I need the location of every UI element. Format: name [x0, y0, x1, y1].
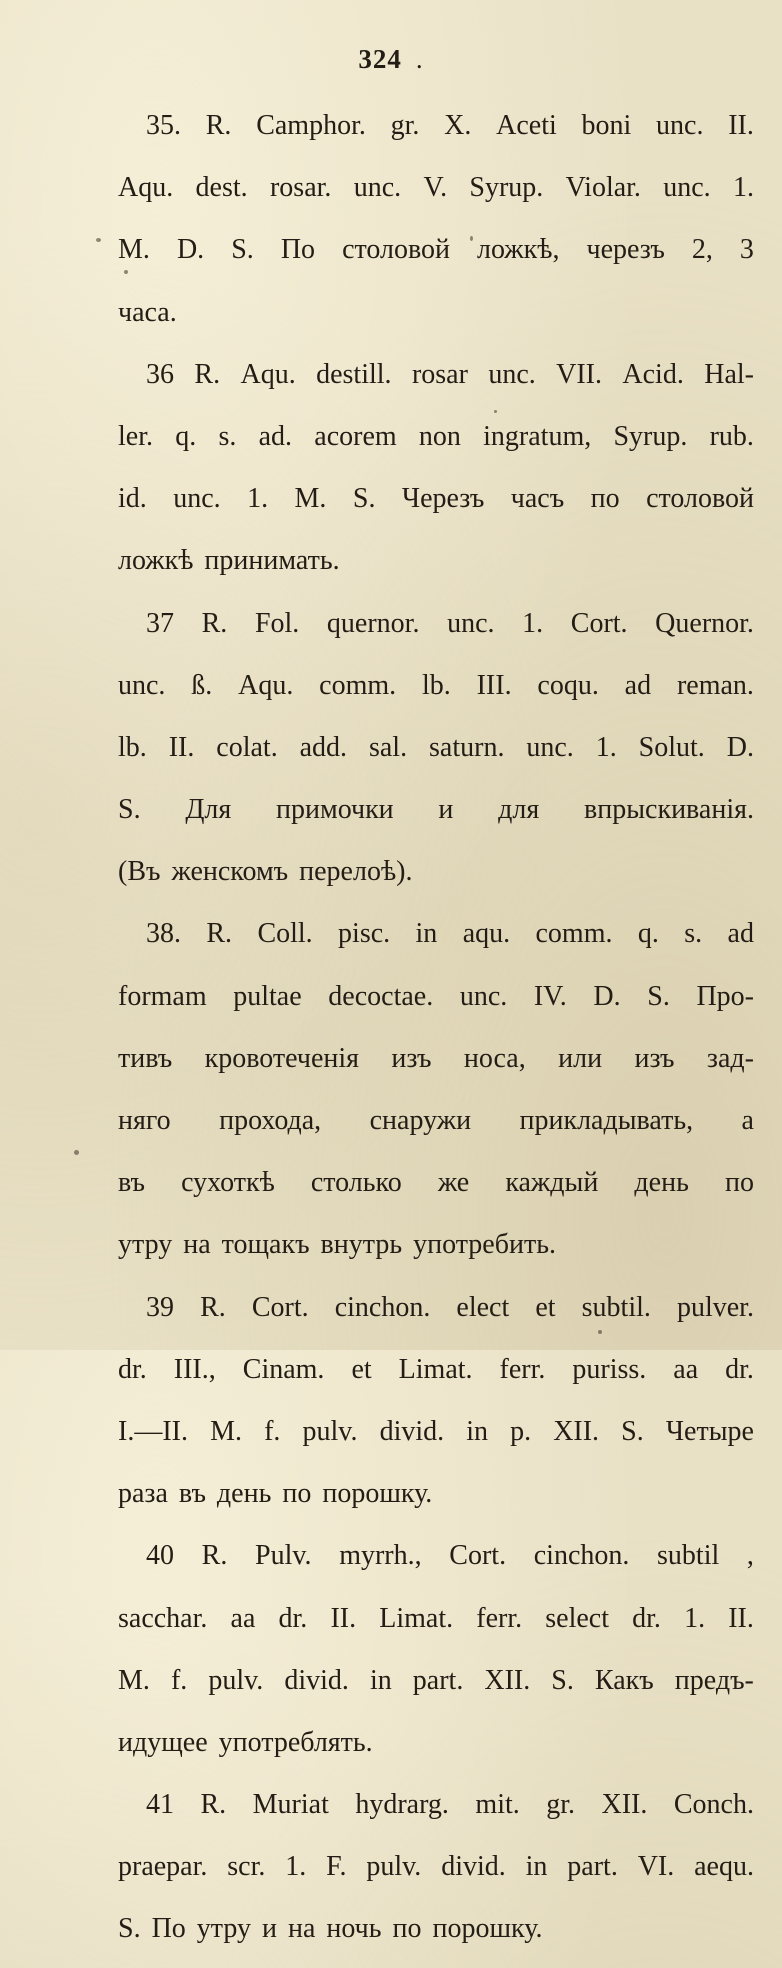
text-line-content: ложкѣ принимать. — [118, 545, 340, 577]
word: cinchon. — [334, 1291, 431, 1323]
word: unc. — [118, 669, 166, 701]
text-line — [146, 351, 754, 413]
word: part. — [567, 1851, 618, 1883]
word: pulv. — [302, 1415, 358, 1447]
word: R. — [201, 607, 228, 639]
word: 3 — [739, 234, 754, 266]
word: Для — [185, 794, 232, 826]
word: unc. — [526, 731, 574, 763]
page-number — [0, 44, 782, 75]
word: divid. — [441, 1851, 506, 1883]
word: Aqu. — [238, 669, 294, 701]
word: saturn. — [429, 731, 505, 763]
word: quernor. — [326, 607, 420, 639]
word: Camphor. — [256, 110, 366, 141]
word: in — [369, 1664, 392, 1696]
word: по — [590, 483, 620, 515]
word: примочки — [276, 794, 394, 826]
word: Syrup. — [613, 420, 688, 452]
word: sacchar. — [118, 1602, 208, 1634]
text-line-content: раза въ день по порошку. — [118, 1478, 433, 1510]
word: aa — [230, 1602, 256, 1634]
word: Cinam. — [242, 1353, 325, 1385]
word: столовой — [646, 483, 754, 515]
word: столько — [310, 1167, 402, 1199]
word: gr. — [390, 110, 420, 141]
word: reman. — [676, 669, 754, 701]
text-line — [118, 1346, 754, 1408]
word: comm. — [319, 669, 397, 701]
text-line — [118, 724, 754, 786]
word: F. — [326, 1851, 347, 1883]
word: unc. — [663, 172, 711, 204]
paper-speck — [470, 236, 473, 241]
word: boni — [581, 110, 632, 141]
word: M. — [294, 483, 327, 515]
word: S. — [621, 1415, 644, 1447]
word: scr. — [227, 1851, 266, 1883]
word: f. — [170, 1664, 188, 1696]
word: Pulv. — [255, 1540, 312, 1572]
word: R. — [205, 110, 232, 141]
word: а — [741, 1105, 754, 1136]
word: lb. — [118, 731, 147, 763]
word: прикладывать, — [519, 1105, 694, 1136]
word: Violar. — [565, 172, 641, 204]
word: Cort. — [570, 607, 628, 639]
word: , — [746, 1540, 754, 1572]
word: rub. — [709, 420, 754, 452]
text-line — [146, 910, 754, 972]
word: S. — [118, 794, 141, 826]
text-line-content: утру на тощакъ внутрь употребить. — [118, 1229, 556, 1261]
word: unc. — [656, 110, 704, 141]
word: предъ- — [674, 1664, 754, 1696]
word: pisc. — [338, 918, 391, 950]
word: 39 — [146, 1291, 174, 1323]
word: non — [418, 420, 461, 452]
text-line — [118, 537, 754, 599]
word: in — [525, 1851, 548, 1883]
text-line — [146, 102, 754, 164]
word: ler. — [118, 420, 153, 452]
word: unc. — [353, 172, 402, 204]
word: I.—II. — [118, 1415, 188, 1447]
page-number-mark: . — [415, 44, 424, 74]
text-line — [118, 848, 754, 910]
word: XII. — [601, 1789, 648, 1821]
word: же — [437, 1167, 470, 1199]
word: lb. — [421, 669, 451, 701]
prescription-text — [118, 102, 754, 1968]
word: VII. — [556, 358, 603, 390]
word: часъ — [510, 483, 565, 515]
word: Solut. — [638, 731, 705, 763]
word: hydrarg. — [355, 1789, 449, 1821]
word: 1. — [684, 1602, 706, 1634]
word: coqu. — [537, 669, 599, 701]
word: S. — [352, 483, 376, 515]
word: pulv. — [208, 1664, 264, 1696]
word: тивъ — [118, 1042, 173, 1074]
paper-speck — [74, 1150, 79, 1155]
word: id. — [118, 483, 147, 515]
word: dr. — [725, 1353, 754, 1385]
word: q. — [175, 420, 197, 452]
word: и — [438, 794, 454, 826]
word: изъ — [391, 1042, 432, 1074]
word: ad. — [258, 420, 293, 452]
word: черезъ — [586, 234, 665, 266]
word: in — [466, 1415, 488, 1447]
word: изъ — [634, 1042, 675, 1074]
word: M. — [210, 1415, 242, 1447]
word: add. — [299, 731, 348, 763]
word: ad — [727, 918, 754, 950]
word: или — [558, 1042, 603, 1074]
word: впрыскиванія. — [584, 794, 754, 826]
word: 2, — [691, 234, 713, 266]
paper-speck — [96, 238, 101, 242]
text-line — [118, 1470, 754, 1532]
word: R. — [200, 1291, 226, 1323]
word: ingratum, — [483, 420, 592, 452]
text-line-content: часа. — [118, 296, 177, 328]
word: няго — [118, 1105, 171, 1136]
text-line-content: (Въ женскомъ перелоѣ). — [118, 856, 413, 888]
word: Cort. — [449, 1540, 507, 1572]
word: III., — [173, 1353, 216, 1385]
word: 38. — [146, 918, 181, 950]
word: 1. — [285, 1851, 307, 1883]
word: cinchon. — [533, 1540, 630, 1572]
word: puriss. — [572, 1353, 647, 1385]
word: M. — [118, 234, 150, 266]
word: По — [280, 234, 316, 266]
word: unc. — [459, 980, 508, 1012]
text-line — [118, 1719, 754, 1781]
word: Muriat — [252, 1789, 329, 1821]
word: f. — [264, 1415, 281, 1447]
word: носа, — [463, 1042, 526, 1074]
word: ferr. — [476, 1602, 523, 1634]
word: s. — [218, 420, 237, 452]
word: II. — [728, 1602, 754, 1634]
text-line — [118, 1035, 754, 1097]
word: subtil. — [581, 1291, 651, 1323]
word: select — [545, 1602, 610, 1634]
word: dr. — [278, 1602, 308, 1634]
word: pultae — [233, 980, 302, 1012]
text-line-content: идущее употреблять. — [118, 1726, 373, 1758]
word: et — [351, 1353, 372, 1385]
word: ложкѣ, — [477, 234, 560, 266]
word: decoctae. — [328, 980, 434, 1012]
word: et — [535, 1291, 556, 1323]
word: ferr. — [499, 1353, 546, 1385]
word: comm. — [535, 918, 613, 950]
word: Черезъ — [401, 483, 485, 515]
word: unc. — [173, 483, 221, 515]
word: formam — [118, 980, 207, 1012]
word: II. — [728, 110, 754, 141]
word: sal. — [368, 731, 408, 763]
word: Про- — [696, 980, 754, 1012]
word: rosar — [411, 358, 468, 390]
word: divid. — [284, 1664, 349, 1696]
word: II. — [168, 731, 195, 763]
word: по — [724, 1167, 754, 1199]
word: V. — [423, 172, 448, 204]
word: Limat. — [379, 1602, 454, 1634]
word: 35. — [146, 110, 181, 141]
word: 40 — [146, 1540, 174, 1572]
word: III. — [476, 669, 512, 701]
word: 37 — [146, 607, 174, 639]
text-line — [118, 475, 754, 537]
word: divid. — [379, 1415, 445, 1447]
word: Limat. — [398, 1353, 473, 1385]
text-line — [118, 1595, 754, 1657]
word: dr. — [632, 1602, 661, 1634]
word: unc. — [447, 607, 495, 639]
word: 1. — [522, 607, 544, 639]
word: gr. — [546, 1789, 576, 1821]
word: praepar. — [118, 1851, 208, 1883]
word: aqu. — [462, 918, 511, 950]
word: p. — [510, 1415, 532, 1447]
word: Aqu. — [118, 172, 174, 204]
word: прохода, — [219, 1105, 322, 1136]
text-line — [118, 164, 754, 226]
word: pulv. — [366, 1851, 422, 1883]
word: для — [498, 794, 540, 826]
word: Четыре — [665, 1415, 754, 1447]
word: rosar. — [269, 172, 332, 204]
text-line — [118, 1408, 754, 1470]
word: столовой — [342, 234, 450, 266]
word: s. — [684, 918, 703, 950]
word: сухоткѣ — [181, 1167, 275, 1199]
word: 1. — [247, 483, 269, 515]
word: XII. — [484, 1664, 531, 1696]
word: D. — [726, 731, 754, 763]
paper-speck — [124, 270, 128, 274]
word: 36 — [146, 358, 174, 390]
word: IV. — [533, 980, 567, 1012]
text-line — [118, 1159, 754, 1221]
page-number-value: 324 — [358, 44, 402, 74]
word: D. — [176, 234, 205, 266]
word: Aceti — [496, 110, 557, 141]
text-line — [118, 1097, 754, 1159]
text-line-content: S. По утру и на ночь по порошку. — [118, 1913, 543, 1945]
word: R. — [194, 358, 221, 390]
word: Quernor. — [655, 607, 754, 639]
word: dr. — [118, 1353, 147, 1385]
word: Conch. — [673, 1789, 754, 1821]
text-line — [146, 1781, 754, 1843]
word: S. — [551, 1664, 574, 1696]
word: D. — [593, 980, 621, 1012]
word: Acid. — [622, 358, 684, 390]
word: Hal- — [704, 358, 754, 390]
text-line — [118, 226, 754, 288]
text-line — [118, 786, 754, 848]
text-line — [118, 413, 754, 475]
word: R. — [201, 1540, 228, 1572]
word: Coll. — [257, 918, 313, 950]
text-line — [118, 662, 754, 724]
word: q. — [637, 918, 659, 950]
word: subtil — [657, 1540, 720, 1572]
word: VI. — [637, 1851, 675, 1883]
word: Fol. — [254, 607, 300, 639]
word: M. — [118, 1664, 150, 1696]
text-line — [118, 1221, 754, 1283]
paper-speck — [494, 410, 497, 413]
text-line — [118, 1657, 754, 1719]
text-line — [118, 289, 754, 351]
word: acorem — [314, 420, 397, 452]
word: in — [415, 918, 438, 950]
word: dest. — [195, 172, 248, 204]
paper-speck — [598, 1330, 602, 1334]
word: Syrup. — [469, 172, 544, 204]
word: кровотеченія — [204, 1042, 360, 1074]
word: ad — [624, 669, 652, 701]
word: elect — [456, 1291, 510, 1323]
word: aa — [673, 1353, 699, 1385]
text-line — [118, 973, 754, 1035]
word: unc. — [488, 358, 536, 390]
text-line — [118, 1905, 754, 1967]
word: каждый — [505, 1167, 599, 1199]
word: S. — [647, 980, 670, 1012]
word: Какъ — [594, 1664, 654, 1696]
word: mit. — [475, 1789, 520, 1821]
word: R. — [206, 918, 233, 950]
word: destill. — [316, 358, 392, 390]
word: 1. — [595, 731, 617, 763]
word: R. — [200, 1789, 227, 1821]
text-line — [146, 1532, 754, 1594]
text-line — [146, 1284, 754, 1346]
word: Aqu. — [240, 358, 296, 390]
word: II. — [330, 1602, 357, 1634]
word: part. — [412, 1664, 464, 1696]
word: S. — [231, 234, 254, 266]
text-line — [118, 1843, 754, 1905]
word: colat. — [216, 731, 278, 763]
word: myrrh., — [339, 1540, 422, 1572]
word: снаружи — [369, 1105, 472, 1136]
word: день — [634, 1167, 689, 1199]
word: 1. — [733, 172, 754, 204]
text-line — [146, 600, 754, 662]
word: зад- — [706, 1042, 754, 1074]
word: Cort. — [251, 1291, 309, 1323]
word: aequ. — [694, 1851, 754, 1883]
word: pulver. — [676, 1291, 754, 1323]
word: 41 — [146, 1789, 174, 1821]
word: X. — [444, 110, 472, 141]
word: XII. — [553, 1415, 600, 1447]
word: ß. — [191, 669, 213, 701]
word: въ — [118, 1167, 146, 1199]
